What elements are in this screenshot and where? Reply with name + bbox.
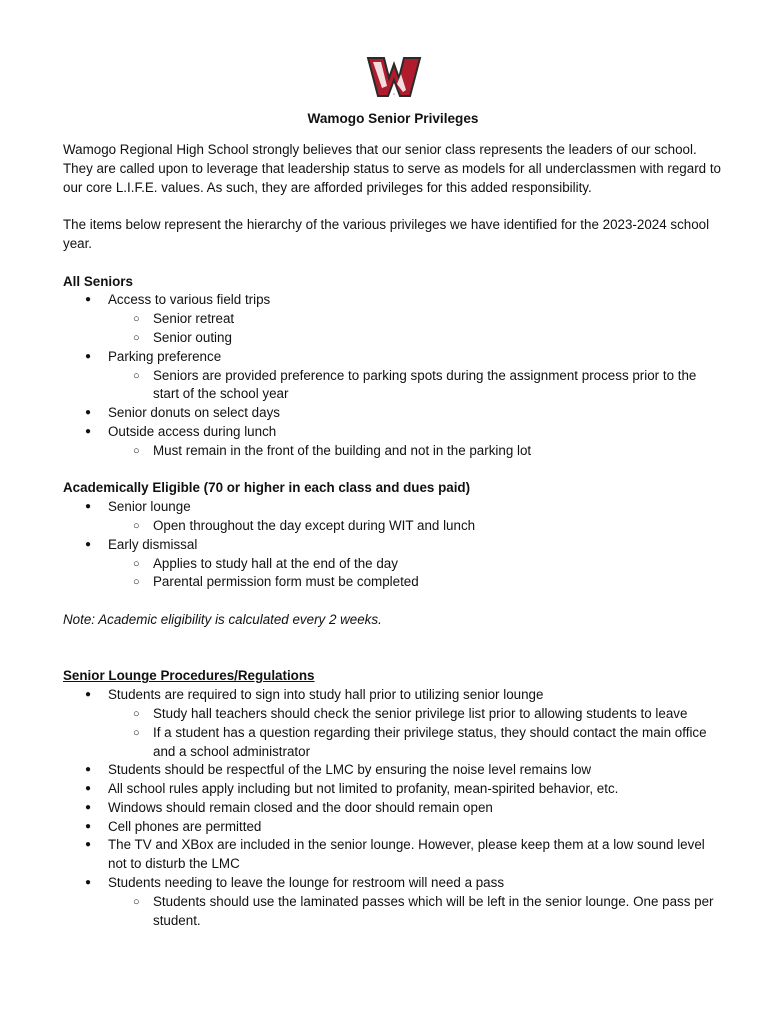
academic-list [63,498,723,592]
sub-list-item: ○ Open throughout the day except during WIT and lunch [108,517,723,536]
sub-list-item: ○ Applies to study hall at the end of the day [108,555,723,574]
list-item: ● Students are required to sign into study hall prior to utilizing senior lounge ○ Study hall teachers should check the senior privilege list prior to allowing students to leave ○ If a student has a question regarding their privilege status, they should contact the main office and a school administrator [63,686,723,761]
eligibility-note: Note: Academic eligibility is calculated every 2 weeks. [63,611,382,627]
sub-list-item: ○ Students should use the laminated passes which will be left in the senior lounge. One pass per student. [108,893,723,931]
page-title: Wamogo Senior Privileges [307,111,479,126]
list-item: ● All school rules apply including but not limited to profanity, mean-spirited behavior, etc. [63,780,723,799]
list-item: ● Access to various field trips ○ Senior retreat ○ Senior outing [63,291,723,347]
list-item: ● Parking preference ○ Seniors are provided preference to parking spots during the assignment process prior to the start of the school year [63,348,723,404]
logo-letter: W [393,94,395,96]
list-item: ● Windows should remain closed and the door should remain open [63,799,723,818]
sub-list-item: ○ If a student has a question regarding their privilege status, they should contact the main office and a school administrator [108,724,723,762]
school-logo [366,56,422,98]
sub-list-item: ○ Study hall teachers should check the senior privilege list prior to allowing students to leave [108,705,723,724]
hierarchy-paragraph: The items below represent the hierarchy of the various privileges we have identified for the 2023-2024 school year. [63,217,710,251]
sub-list-item: ○ Senior retreat [108,310,723,329]
lounge-heading: Senior Lounge Procedures/Regulations [63,668,315,684]
all-seniors-heading: All Seniors [63,273,133,289]
list-item: ● Students needing to leave the lounge for restroom will need a pass ○ Students should use the laminated passes which will be left in the senior lounge. One pass per student. [63,874,723,930]
sub-list-item: ○ Senior outing [108,329,723,348]
list-item: ● The TV and XBox are included in the senior lounge. However, please keep them at a low sound level not to disturb the LMC [63,836,723,874]
list-item: ● Senior lounge ○ Open throughout the day except during WIT and lunch [63,498,723,536]
list-item: ● Early dismissal ○ Applies to study hall at the end of the day ○ Parental permission form must be completed [63,536,723,592]
academic-heading: Academically Eligible (70 or higher in each class and dues paid) [63,480,471,496]
intro-paragraph: Wamogo Regional High School strongly believes that our senior class represents the leaders of our school. They are called upon to leverage that leadership status to serve as models for all underclassmen with regard to our core L.I.F.E. values. As such, they are afforded privileges for this added responsibility. [63,142,721,195]
list-item: ● Students should be respectful of the LMC by ensuring the noise level remains low [63,761,723,780]
list-item: ● Senior donuts on select days [63,404,723,423]
lounge-list [63,686,723,930]
sub-list-item: ○ Parental permission form must be completed [108,573,723,592]
document-body [63,109,723,930]
sub-list-item: ○ Must remain in the front of the building and not in the parking lot [108,442,723,461]
list-item: ● Outside access during lunch ○ Must remain in the front of the building and not in the parking lot [63,423,723,461]
list-item: ● Cell phones are permitted [63,818,723,837]
sub-list-item: ○ Seniors are provided preference to parking spots during the assignment process prior to the start of the school year [108,367,723,405]
all-seniors-list [63,291,723,460]
